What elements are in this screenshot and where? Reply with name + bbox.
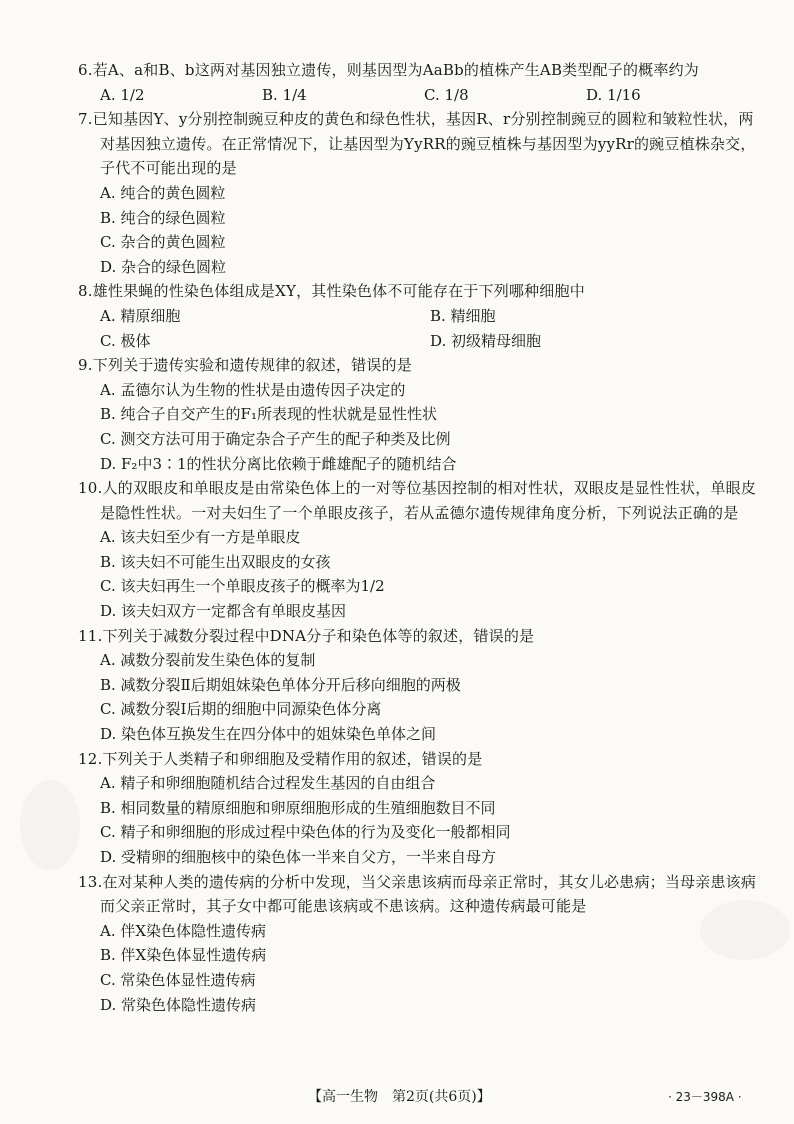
answer-option: B. 纯合子自交产生的F₁所表现的性状就是显性性状 [100,405,437,424]
answer-option: C. 测交方法可用于确定杂合子产生的配子种类及比例 [100,429,451,448]
question-block [78,107,758,279]
question-stem: 13.在对某种人类的遗传病的分析中发现，当父亲患该病而母亲正常时，其女儿必患病；当母亲患该病而父亲正常时，其子女中都可能患该病或不患该病。这种遗传病最可能是 [78,872,757,916]
page-footer [0,1086,794,1110]
question-block [78,870,758,1018]
answer-option: C. 该夫妇再生一个单眼皮孩子的概率为1/2 [100,577,385,596]
question-block [78,279,758,353]
options-row [78,83,758,108]
answer-option: A. 该夫妇至少有一方是单眼皮 [100,528,301,547]
answer-option: B. 纯合的绿色圆粒 [100,208,226,227]
answer-option: A. 1/2 [100,85,145,104]
answer-option: C. 精子和卵细胞的形成过程中染色体的行为及变化一般都相同 [100,823,511,842]
question-block [78,476,758,624]
answer-option: B. 减数分裂Ⅱ后期姐妹染色单体分开后移向细胞的两极 [100,675,461,694]
answer-option: B. 该夫妇不可能生出双眼皮的女孩 [100,552,331,571]
answer-option: A. 精原细胞 [100,306,181,325]
answer-option: D. 受精卵的细胞核中的染色体一半来自父方，一半来自母方 [100,848,497,866]
answer-option: C. 1/8 [424,85,469,104]
answer-option: B. 精细胞 [430,306,496,325]
answer-option: D. 常染色体隐性遗传病 [100,995,257,1014]
answer-option: C. 极体 [100,331,151,350]
answer-option: D. 初级精母细胞 [430,331,542,350]
answer-option: A. 纯合的黄色圆粒 [100,183,226,202]
question-block [78,747,758,870]
answer-option: A. 减数分裂前发生染色体的复制 [100,651,316,670]
options-row [78,304,758,329]
answer-option: A. 精子和卵细胞随机结合过程发生基因的自由组合 [100,774,436,793]
footer-page-label: 【高一生物 第2页(共6页)】 [308,1089,491,1105]
question-stem: 6.若A、a和B、b这两对基因独立遗传，则基因型为AaBb的植株产生AB类型配子的概率约为 [78,61,699,79]
answer-option: A. 伴X染色体隐性遗传病 [100,921,267,940]
question-list [78,58,758,1017]
options-row [78,329,758,354]
answer-option: D. 该夫妇双方一定都含有单眼皮基因 [100,602,347,621]
question-stem: 11.下列关于减数分裂过程中DNA分子和染色体等的叙述，错误的是 [78,626,535,645]
answer-option: D. 1/16 [586,85,641,104]
answer-option: D. F₂中3∶1的性状分离比依赖于雌雄配子的随机结合 [100,454,457,473]
question-stem: 9.下列关于遗传实验和遗传规律的叙述，错误的是 [78,356,412,375]
question-stem: 8.雄性果蝇的性染色体组成是XY，其性染色体不可能存在于下列哪种细胞中 [78,282,585,301]
question-block [78,353,758,476]
answer-option: D. 杂合的绿色圆粒 [100,257,227,276]
question-stem: 7.已知基因Y、y分别控制豌豆种皮的黄色和绿色性状，基因R、r分别控制豌豆的圆粒和皱粒性状，两对基因独立遗传。在正常情况下，让基因型为YyRR的豌豆植株与基因型为yyRr的豌豆植株杂交，子代不可能出现的是 [78,110,756,178]
question-block [78,58,758,107]
answer-option: B. 相同数量的精原细胞和卵原细胞形成的生殖细胞数目不同 [100,798,496,817]
answer-option: C. 减数分裂Ⅰ后期的细胞中同源染色体分离 [100,700,382,719]
paper-smudge [20,780,80,870]
answer-option: C. 杂合的黄色圆粒 [100,233,226,252]
question-block [78,624,758,747]
question-stem: 12.下列关于人类精子和卵细胞及受精作用的叙述，错误的是 [78,749,483,768]
answer-option: B. 1/4 [262,85,307,104]
answer-option: B. 伴X染色体显性遗传病 [100,946,267,965]
answer-option: C. 常染色体显性遗传病 [100,970,256,989]
answer-option: A. 孟德尔认为生物的性状是由遗传因子决定的 [100,380,406,399]
footer-code: · 23－398A · [668,1090,742,1104]
answer-option: D. 染色体互换发生在四分体中的姐妹染色单体之间 [100,725,437,744]
question-stem: 10.人的双眼皮和单眼皮是由常染色体上的一对等位基因控制的相对性状，双眼皮是显性性状，单眼皮是隐性性状。一对夫妇生了一个单眼皮孩子，若从孟德尔遗传规律角度分析，下列说法正确的是 [78,479,757,522]
